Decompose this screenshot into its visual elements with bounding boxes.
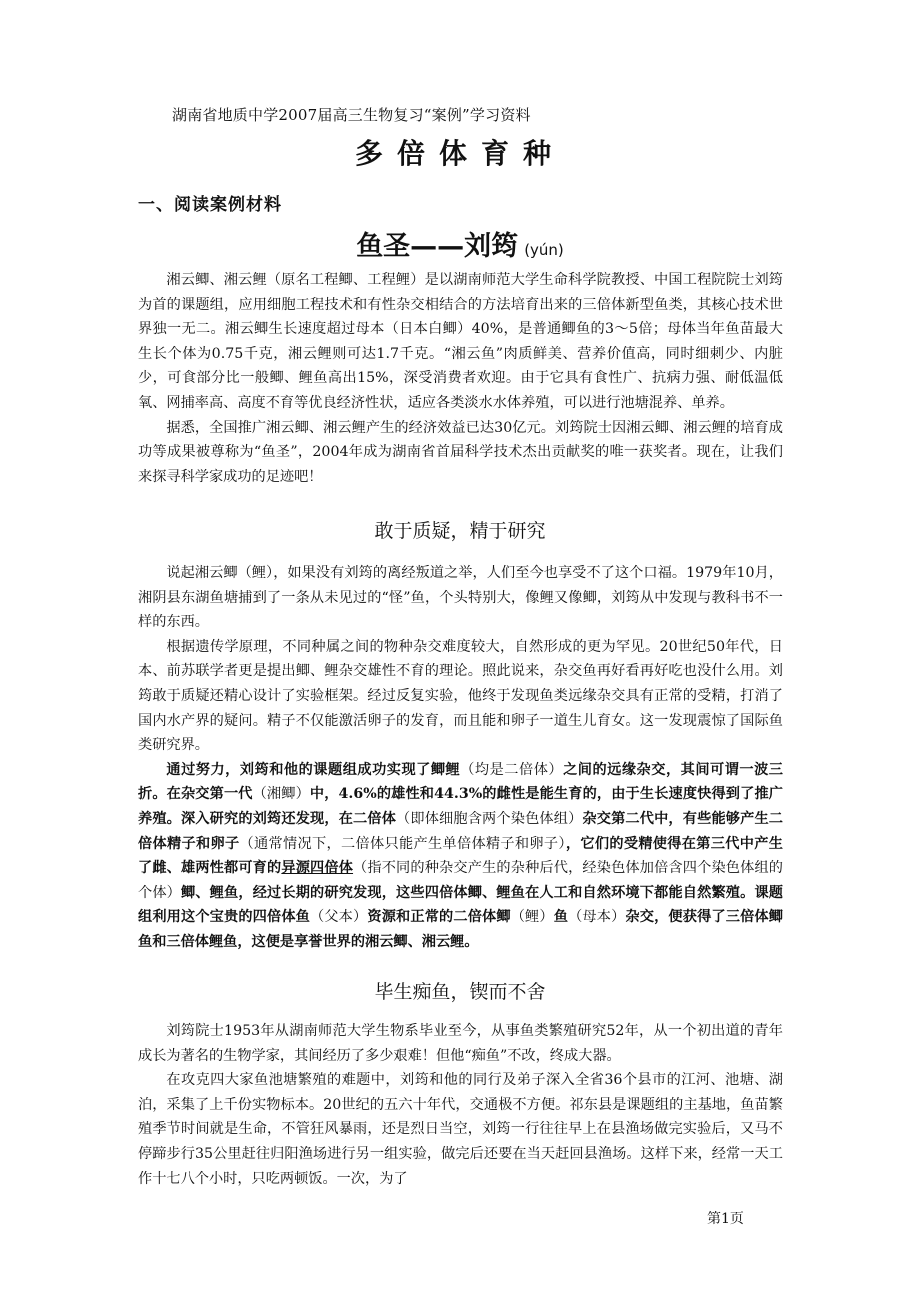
note-text: （指不同的种杂交产生的杂种后代，经染色体加倍含四个染色体组的个体） — [138, 860, 783, 901]
note-text: （父本） — [310, 909, 368, 926]
subheading-question: 敢于质疑，精于研究 — [374, 520, 546, 542]
highlight-paragraph — [138, 758, 783, 955]
section1-block — [138, 561, 783, 955]
note-text: （即体细胞含两个染色体组） — [396, 810, 583, 827]
bold-text: 杂交第二代中，有些能够产生二倍体精子和卵子 — [138, 810, 783, 852]
note-text: （通常情况下，二倍体只能产生单倍体精子和卵子） — [239, 835, 566, 852]
title-pinyin: (yún) — [524, 241, 564, 259]
section2-block — [138, 1019, 783, 1191]
section-heading: 一、阅读案例材料 — [138, 195, 282, 215]
school-header: 湖南省地质中学2007届高三生物复习“案例”学习资料 — [172, 106, 531, 124]
bold-text: ，它们的受精使得在第三代中产生了雌、雄两性都可育的 — [138, 835, 783, 877]
note-text: （湘鲫） — [252, 786, 310, 803]
page-title: 多倍体育种 — [354, 137, 565, 170]
paragraph: 说起湘云鲫（鲤），如果没有刘筠的离经叛道之举，人们至今也享受不了这个口福。1979年10月，湘阴县东湖鱼塘捕到了一条从未见过的“怪”鱼，个头特别大，像鲤又像鲫，刘筠从中发现与教科书不一样的东西。 — [138, 565, 783, 631]
paragraph: 在攻克四大家鱼池塘繁殖的难题中，刘筠和他的同行及弟子深入全省36个县市的江河、池塘、湖泊，采集了上千份实物标本。20世纪的五六十年代，交通极不方便。祁东县是课题组的主基地，鱼苗繁殖季节时间就是生命，不管狂风暴雨，还是烈日当空，刘筠一行往往早上在县渔场做完实验后，又马不停蹄步行35公里赶往归阳渔场进行另一组实验，做完后还要在当天赶回县渔场。这样下来，经常一天工作十七八个小时，只吃两顿饭。一次，为了 — [138, 1072, 783, 1187]
bold-text: 中，4.6%的雄性和44.3%的雌性是能生育的，由于生长速度快得到了推广养殖。深入研究的刘筠还发现，在二倍体 — [138, 786, 783, 827]
bold-text: 通过努力，刘筠和他的课题组成功实现了鲫鲤 — [166, 761, 461, 778]
underlined-term: 异源四倍体 — [281, 860, 354, 877]
article-title-text: 鱼圣——刘筠 — [356, 231, 519, 262]
paragraph: 刘筠院士1953年从湖南师范大学生物系毕业至今，从事鱼类繁殖研究52年，从一个初出道的青年成长为著名的生物学家，其间经历了多少艰难！但他“痴鱼”不改，终成大器。 — [138, 1023, 783, 1064]
intro-block — [138, 268, 783, 489]
bold-text: 鲫、鲤鱼，经过长期的研究发现，这些四倍体鲫、鲤鱼在人工和自然环境下都能自然繁殖。课题组利用这个宝贵的四倍体鱼 — [138, 884, 783, 926]
bold-text: 之间的远缘杂交，其间可谓一波三折。在杂交第一代 — [138, 761, 783, 803]
paragraph: 据悉，全国推广湘云鲫、湘云鲤产生的经济效益已达30亿元。刘筠院士因湘云鲫、湘云鲤的培育成功等成果被尊称为“鱼圣”，2004年成为湖南省首届科学技术杰出贡献奖的唯一获奖者。现在，让我们来探寻科学家成功的足迹吧！ — [138, 419, 783, 485]
subheading-dedication: 毕生痴鱼，锲而不舍 — [374, 981, 546, 1003]
paragraph: 湘云鲫、湘云鲤（原名工程鲫、工程鲤）是以湖南师范大学生命科学院教授、中国工程院院士刘筠为首的课题组，应用细胞工程技术和有性杂交相结合的方法培育出来的三倍体新型鱼类，其核心技术世界独一无二。湘云鲫生长速度超过母本（日本白鲫）40%，是普通鲫鱼的3～5倍；母体当年鱼苗最大生长个体为0.75千克，湘云鲤则可达1.7千克。“湘云鱼”肉质鲜美、营养价值高，同时细刺少、内脏少，可食部分比一般鲫、鲤鱼高出15%，深受消费者欢迎。由于它具有食性广、抗病力强、耐低温低氧、网捕率高、高度不育等优良经济性状，适应各类淡水水体养殖，可以进行池塘混养、单养。 — [138, 272, 783, 411]
paragraph: 根据遗传学原理，不同种属之间的物种杂交难度较大，自然形成的更为罕见。20世纪50年代，日本、前苏联学者更是提出鲫、鲤杂交雄性不育的理论。照此说来，杂交鱼再好看再好吃也没什么用。刘筠敢于质疑还精心设计了实验框架。经过反复实验，他终于发现鱼类远缘杂交具有正常的受精，打消了国内水产界的疑问。精子不仅能激活卵子的发育，而且能和卵子一道生儿育女。这一发现震惊了国际鱼类研究界。 — [138, 638, 783, 754]
page-number: 第1页 — [707, 1211, 744, 1227]
article-title — [0, 224, 920, 263]
note-text: （鲤） — [510, 909, 554, 926]
bold-text: 鱼 — [553, 909, 569, 926]
note-text: （母本） — [568, 909, 626, 926]
note-text: （均是二倍体） — [460, 761, 564, 778]
bold-text: 杂交，便获得了三倍体鲫鱼和三倍体鲤鱼，这便是享誉世界的湘云鲫、湘云鲤。 — [138, 909, 783, 950]
bold-text: 资源和正常的二倍体鲫 — [367, 909, 511, 926]
